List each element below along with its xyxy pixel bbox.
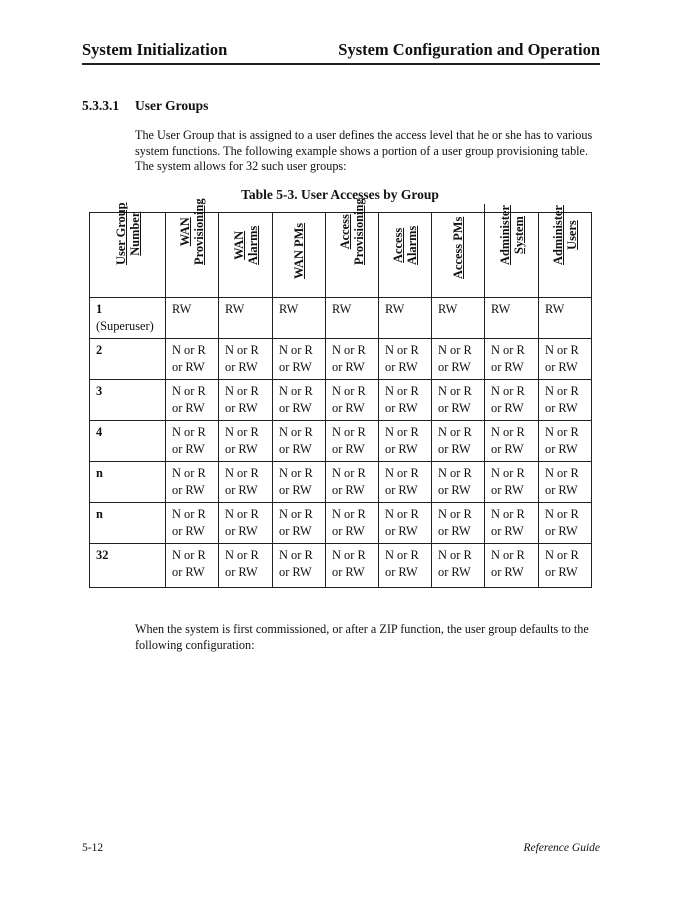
access-cell <box>485 544 539 588</box>
access-cell <box>539 421 592 462</box>
access-value-line2: or RW <box>545 524 578 538</box>
access-value-line1: N or R <box>172 466 206 480</box>
access-value-line1: N or R <box>279 507 313 521</box>
access-value-line1: N or R <box>332 384 366 398</box>
access-value-line2: or RW <box>385 360 418 374</box>
access-cell <box>219 298 273 339</box>
column-header <box>166 198 219 298</box>
access-cell <box>432 462 485 503</box>
access-value-line1: N or R <box>172 343 206 357</box>
access-value-line1: N or R <box>438 384 472 398</box>
access-cell <box>432 380 485 421</box>
access-value-line2: or RW <box>225 524 258 538</box>
access-value-line2: or RW <box>225 401 258 415</box>
header-rule <box>82 63 600 65</box>
access-value-line2: or RW <box>279 401 312 415</box>
access-value-line1: N or R <box>279 548 313 562</box>
table-row <box>90 503 592 544</box>
column-header <box>485 205 539 298</box>
column-header-line1: WAN <box>178 217 192 247</box>
access-value-line1: RW <box>279 302 299 316</box>
access-value-line1: RW <box>491 302 511 316</box>
access-value-line2: or RW <box>385 483 418 497</box>
access-value-line1: N or R <box>225 466 259 480</box>
access-value-line1: N or R <box>438 507 472 521</box>
access-cell <box>166 421 219 462</box>
user-access-table <box>89 198 592 588</box>
access-value-line2: or RW <box>332 442 365 456</box>
column-header-label <box>498 205 526 265</box>
access-value-line1: N or R <box>545 425 579 439</box>
access-value-line2: or RW <box>491 360 524 374</box>
access-cell <box>326 298 379 339</box>
access-cell <box>326 503 379 544</box>
access-cell <box>326 339 379 380</box>
access-cell <box>432 339 485 380</box>
table-row <box>90 380 592 421</box>
access-cell <box>539 298 592 339</box>
user-group-number <box>90 544 166 588</box>
access-cell <box>539 503 592 544</box>
access-value-line1: N or R <box>279 384 313 398</box>
access-value-line2: or RW <box>491 442 524 456</box>
access-value-line2: or RW <box>438 401 471 415</box>
access-cell <box>166 503 219 544</box>
access-cell <box>485 462 539 503</box>
access-value-line2: or RW <box>279 565 312 579</box>
access-value-line2: or RW <box>225 565 258 579</box>
user-group-number <box>90 503 166 544</box>
access-cell <box>219 339 273 380</box>
access-value-line1: N or R <box>545 343 579 357</box>
access-cell <box>539 339 592 380</box>
access-value-line2: or RW <box>545 565 578 579</box>
access-value-line2: or RW <box>385 401 418 415</box>
access-value-line2: or RW <box>172 524 205 538</box>
access-value-line1: N or R <box>332 548 366 562</box>
user-group-number <box>90 462 166 503</box>
user-group-number <box>90 421 166 462</box>
column-header-label <box>114 202 142 265</box>
access-value-line2: or RW <box>332 360 365 374</box>
access-value-line2: or RW <box>545 360 578 374</box>
column-header-label <box>338 198 366 265</box>
column-header-line1: User Group <box>113 202 128 265</box>
closing-paragraph: When the system is first commissioned, or after a ZIP function, the user group defaults to the following configuration: <box>135 622 589 652</box>
access-cell <box>379 339 432 380</box>
column-header-line2: Provisioning <box>352 198 366 265</box>
access-value-line2: or RW <box>438 524 471 538</box>
access-value-line1: N or R <box>385 548 419 562</box>
access-value-line2: or RW <box>225 483 258 497</box>
access-cell <box>326 544 379 588</box>
access-cell <box>485 380 539 421</box>
access-cell <box>166 339 219 380</box>
access-cell <box>379 503 432 544</box>
access-cell <box>273 462 326 503</box>
access-cell <box>273 380 326 421</box>
access-cell <box>326 462 379 503</box>
column-header-line2: Alarms <box>405 225 419 265</box>
access-cell <box>219 503 273 544</box>
column-header <box>90 202 166 298</box>
access-value-line1: N or R <box>545 384 579 398</box>
access-value-line1: RW <box>225 302 245 316</box>
page-number: 5-12 <box>82 842 104 854</box>
access-value-line2: or RW <box>332 524 365 538</box>
group-id: 32 <box>96 548 109 562</box>
access-value-line1: N or R <box>491 466 525 480</box>
section-number: 5.3.3.1 <box>82 98 120 113</box>
access-cell <box>166 544 219 588</box>
access-value-line1: N or R <box>545 507 579 521</box>
access-value-line2: or RW <box>545 442 578 456</box>
group-id: 1 <box>96 302 103 316</box>
table-row <box>90 339 592 380</box>
group-id: 2 <box>96 343 103 357</box>
access-value-line1: N or R <box>332 466 366 480</box>
access-value-line1: N or R <box>225 425 259 439</box>
access-value-line2: or RW <box>172 401 205 415</box>
access-cell <box>539 380 592 421</box>
access-cell <box>432 298 485 339</box>
access-cell <box>273 339 326 380</box>
access-cell <box>166 298 219 339</box>
access-cell <box>432 544 485 588</box>
access-cell <box>379 298 432 339</box>
column-header-line2: Alarms <box>245 225 260 265</box>
access-value-line1: RW <box>545 302 565 316</box>
column-header-label <box>451 217 465 279</box>
access-value-line1: N or R <box>225 343 259 357</box>
access-value-line1: N or R <box>172 548 206 562</box>
access-value-line1: N or R <box>332 507 366 521</box>
access-value-line1: N or R <box>491 384 525 398</box>
column-header-line1: WAN <box>231 230 246 260</box>
access-value-line2: or RW <box>491 565 524 579</box>
access-value-line1: N or R <box>385 507 419 521</box>
access-value-line1: N or R <box>279 343 313 357</box>
group-id: n <box>96 466 103 480</box>
access-cell <box>485 503 539 544</box>
access-cell <box>166 462 219 503</box>
running-header-right: System Configuration and Operation <box>338 40 600 59</box>
running-header-left: System Initialization <box>82 40 228 59</box>
access-cell <box>219 421 273 462</box>
column-header-line1: WAN PMs <box>292 222 306 279</box>
access-cell <box>273 298 326 339</box>
group-id: 3 <box>96 384 103 398</box>
access-cell <box>379 421 432 462</box>
access-value-line2: or RW <box>279 442 312 456</box>
column-header-label <box>391 226 419 265</box>
access-value-line1: N or R <box>491 425 525 439</box>
column-header-label <box>292 223 306 279</box>
access-value-line2: or RW <box>225 360 258 374</box>
access-value-line2: or RW <box>279 483 312 497</box>
column-header-line1: Administer <box>497 205 512 265</box>
column-header <box>539 205 592 298</box>
access-value-line2: or RW <box>279 524 312 538</box>
table-row <box>90 298 592 339</box>
access-cell <box>539 544 592 588</box>
access-cell <box>432 503 485 544</box>
column-header-line2: Provisioning <box>192 198 206 265</box>
access-value-line1: RW <box>172 302 192 316</box>
access-cell <box>219 380 273 421</box>
section-title: User Groups <box>135 98 209 113</box>
access-value-line2: or RW <box>332 401 365 415</box>
access-value-line1: N or R <box>172 384 206 398</box>
column-header-line1: Access PMs <box>451 216 465 279</box>
column-header <box>379 213 432 298</box>
access-value-line2: or RW <box>491 401 524 415</box>
access-value-line2: or RW <box>279 360 312 374</box>
access-value-line2: or RW <box>438 565 471 579</box>
table-row <box>90 462 592 503</box>
access-value-line1: N or R <box>491 507 525 521</box>
access-cell <box>539 462 592 503</box>
access-value-line1: N or R <box>225 384 259 398</box>
column-header <box>273 213 326 298</box>
footer-doc-title: Reference Guide <box>523 842 600 854</box>
table-row <box>90 421 592 462</box>
access-value-line2: or RW <box>438 360 471 374</box>
access-value-line1: N or R <box>491 548 525 562</box>
column-header-line1: Administer <box>551 205 565 265</box>
access-value-line2: or RW <box>545 401 578 415</box>
intro-paragraph: The User Group that is assigned to a user defines the access level that he or she has to various system functions. The following example shows a portion of a user group provisioning table. The system allows for 32 such user groups: <box>135 128 593 174</box>
access-value-line2: or RW <box>332 565 365 579</box>
column-header-line1: Access <box>338 214 352 250</box>
group-id: n <box>96 507 103 521</box>
access-value-line1: N or R <box>225 548 259 562</box>
column-header-line1: Access <box>391 227 405 263</box>
access-cell <box>273 503 326 544</box>
access-value-line2: or RW <box>225 442 258 456</box>
access-value-line1: N or R <box>332 343 366 357</box>
column-header-line2: Number <box>127 211 142 256</box>
stray-mark <box>484 204 485 212</box>
column-header-line2: Users <box>565 220 579 250</box>
access-value-line1: N or R <box>279 425 313 439</box>
access-value-line1: RW <box>438 302 458 316</box>
access-cell <box>326 380 379 421</box>
access-value-line1: N or R <box>545 466 579 480</box>
access-value-line1: N or R <box>172 425 206 439</box>
access-cell <box>379 380 432 421</box>
group-subtitle: (Superuser) <box>96 319 154 333</box>
access-value-line1: RW <box>385 302 405 316</box>
table-caption: Table 5-3. User Accesses by Group <box>241 187 439 202</box>
table-header-row <box>90 213 592 298</box>
access-value-line2: or RW <box>172 483 205 497</box>
access-cell <box>432 421 485 462</box>
access-value-line2: or RW <box>438 442 471 456</box>
access-value-line1: N or R <box>438 343 472 357</box>
table-row <box>90 544 592 588</box>
access-value-line1: N or R <box>332 425 366 439</box>
access-cell <box>273 544 326 588</box>
access-value-line1: N or R <box>385 343 419 357</box>
column-header-line2: System <box>511 216 526 254</box>
access-cell <box>485 421 539 462</box>
access-cell <box>485 298 539 339</box>
access-cell <box>166 380 219 421</box>
access-value-line1: N or R <box>225 507 259 521</box>
table-body <box>90 298 592 588</box>
column-header-label <box>178 198 206 265</box>
column-header <box>432 213 485 298</box>
user-group-number <box>90 380 166 421</box>
access-value-line1: RW <box>332 302 352 316</box>
access-value-line1: N or R <box>438 425 472 439</box>
user-group-number <box>90 339 166 380</box>
access-cell <box>219 462 273 503</box>
column-header-label <box>551 205 579 265</box>
user-group-number <box>90 298 166 339</box>
access-value-line2: or RW <box>438 483 471 497</box>
column-header <box>219 213 273 298</box>
access-cell <box>273 421 326 462</box>
column-header <box>326 198 379 298</box>
access-value-line2: or RW <box>385 442 418 456</box>
access-value-line2: or RW <box>491 524 524 538</box>
access-value-line1: N or R <box>279 466 313 480</box>
group-id: 4 <box>96 425 103 439</box>
access-cell <box>379 544 432 588</box>
access-value-line1: N or R <box>438 548 472 562</box>
access-value-line2: or RW <box>385 565 418 579</box>
access-value-line1: N or R <box>385 425 419 439</box>
column-header-label <box>232 226 260 265</box>
access-value-line1: N or R <box>385 466 419 480</box>
access-value-line2: or RW <box>545 483 578 497</box>
access-cell <box>219 544 273 588</box>
access-value-line2: or RW <box>385 524 418 538</box>
access-value-line1: N or R <box>172 507 206 521</box>
access-value-line2: or RW <box>332 483 365 497</box>
access-value-line1: N or R <box>385 384 419 398</box>
access-value-line2: or RW <box>172 442 205 456</box>
access-cell <box>485 339 539 380</box>
access-value-line1: N or R <box>545 548 579 562</box>
access-value-line2: or RW <box>491 483 524 497</box>
access-cell <box>326 421 379 462</box>
access-value-line2: or RW <box>172 360 205 374</box>
access-cell <box>379 462 432 503</box>
access-value-line2: or RW <box>172 565 205 579</box>
access-value-line1: N or R <box>438 466 472 480</box>
access-value-line1: N or R <box>491 343 525 357</box>
